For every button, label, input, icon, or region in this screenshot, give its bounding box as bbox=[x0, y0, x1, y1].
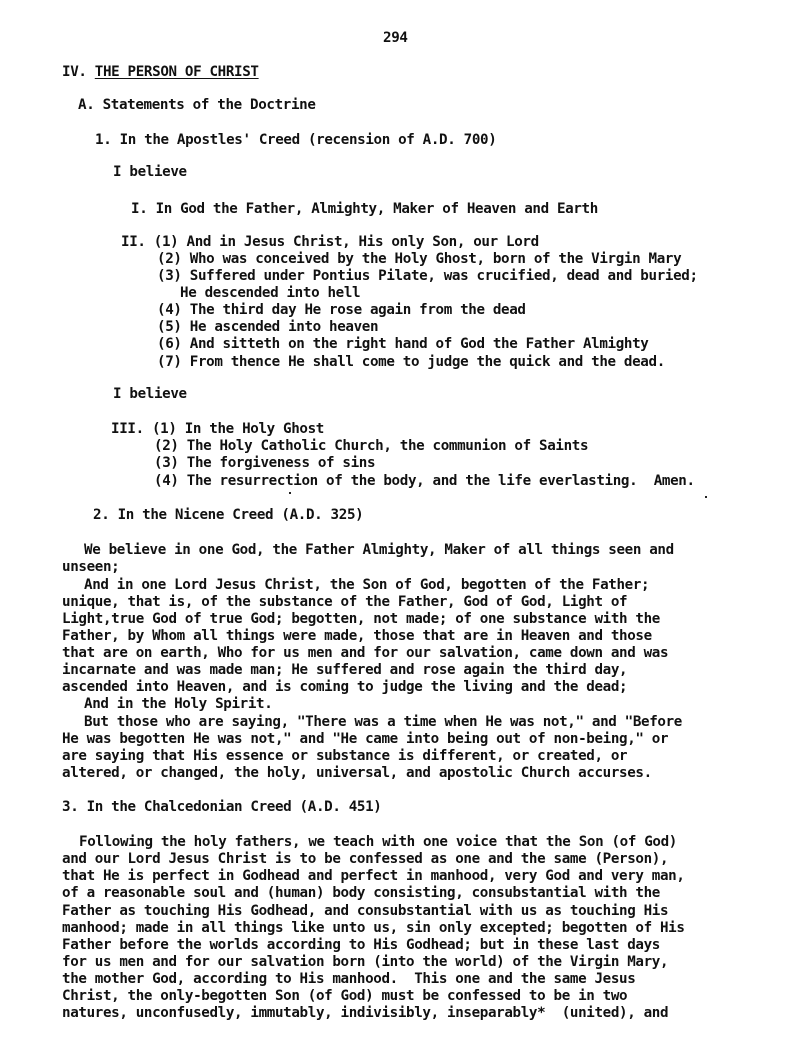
nicene-creed-heading: 2. In the Nicene Creed (A.D. 325) bbox=[93, 507, 364, 523]
apostles-creed-heading: 1. In the Apostles' Creed (recension of A.D. 700) bbox=[95, 132, 497, 148]
page-number: 294 bbox=[383, 30, 408, 46]
creed-article-2-line: (4) The third day He rose again from the dead bbox=[157, 302, 526, 318]
scan-speck bbox=[289, 492, 291, 494]
nicene-creed-line: We believe in one God, the Father Almighty, Maker of all things seen and bbox=[84, 542, 674, 558]
creed-article-2-line: (3) Suffered under Pontius Pilate, was crucified, dead and buried; bbox=[157, 268, 698, 284]
creed-article-3-line: (2) The Holy Catholic Church, the communion of Saints bbox=[154, 438, 589, 454]
chalcedonian-creed-line: of a reasonable soul and (human) body consisting, consubstantial with the bbox=[62, 885, 660, 901]
nicene-creed-line: incarnate and was made man; He suffered and rose again the third day, bbox=[62, 662, 628, 678]
creed-article-3-line: (4) The resurrection of the body, and the life everlasting. Amen. bbox=[154, 473, 695, 489]
nicene-creed-line: are saying that His essence or substance is different, or created, or bbox=[62, 748, 628, 764]
creed-article-2-line: (6) And sitteth on the right hand of God the Father Almighty bbox=[157, 336, 649, 352]
chalcedonian-creed-line: the mother God, according to His manhood. This one and the same Jesus bbox=[62, 971, 636, 987]
nicene-creed-line: altered, or changed, the holy, universal, and apostolic Church accurses. bbox=[62, 765, 652, 781]
nicene-creed-line: that are on earth, Who for us men and for our salvation, came down and was bbox=[62, 645, 669, 661]
chalcedonian-creed-line: Christ, the only-begotten Son (of God) must be confessed to be in two bbox=[62, 988, 628, 1004]
creed-article-3-line: (3) The forgiveness of sins bbox=[154, 455, 376, 471]
chalcedonian-creed-heading: 3. In the Chalcedonian Creed (A.D. 451) bbox=[62, 799, 382, 815]
nicene-creed-line: ascended into Heaven, and is coming to judge the living and the dead; bbox=[62, 679, 628, 695]
nicene-creed-line: But those who are saying, "There was a time when He was not," and "Before bbox=[84, 714, 682, 730]
chalcedonian-creed-line: that He is perfect in Godhead and perfect in manhood, very God and very man, bbox=[62, 868, 685, 884]
creed-article-1: I. In God the Father, Almighty, Maker of Heaven and Earth bbox=[131, 201, 598, 217]
nicene-creed-line: And in one Lord Jesus Christ, the Son of God, begotten of the Father; bbox=[84, 577, 650, 593]
chalcedonian-creed-line: Following the holy fathers, we teach with one voice that the Son (of God) bbox=[79, 834, 677, 850]
creed-article-3-line: III. (1) In the Holy Ghost bbox=[111, 421, 324, 437]
nicene-creed-line: He was begotten He was not," and "He came into being out of non-being," or bbox=[62, 731, 669, 747]
nicene-creed-line: Father, by Whom all things were made, those that are in Heaven and those bbox=[62, 628, 652, 644]
i-believe-text: I believe bbox=[113, 164, 187, 180]
creed-article-2-line: (7) From thence He shall come to judge the quick and the dead. bbox=[157, 354, 665, 370]
chalcedonian-creed-line: Father as touching His Godhead, and consubstantial with us as touching His bbox=[62, 903, 669, 919]
subsection-heading: A. Statements of the Doctrine bbox=[78, 97, 316, 113]
nicene-creed-line: unique, that is, of the substance of the Father, God of God, Light of bbox=[62, 594, 628, 610]
creed-article-2-line: II. (1) And in Jesus Christ, His only Son, our Lord bbox=[121, 234, 539, 250]
chalcedonian-creed-line: for us men and for our salvation born (into the world) of the Virgin Mary, bbox=[62, 954, 669, 970]
i-believe-text: I believe bbox=[113, 386, 187, 402]
section-numeral: IV. bbox=[62, 64, 87, 80]
nicene-creed-line: Light,true God of true God; begotten, not made; of one substance with the bbox=[62, 611, 660, 627]
chalcedonian-creed-line: Father before the worlds according to His Godhead; but in these last days bbox=[62, 937, 660, 953]
nicene-creed-line: And in the Holy Spirit. bbox=[84, 696, 273, 712]
scan-speck bbox=[705, 496, 707, 498]
creed-article-2-line: (2) Who was conceived by the Holy Ghost, born of the Virgin Mary bbox=[157, 251, 682, 267]
chalcedonian-creed-line: and our Lord Jesus Christ is to be confessed as one and the same (Person), bbox=[62, 851, 669, 867]
chalcedonian-creed-line: manhood; made in all things like unto us, sin only excepted; begotten of His bbox=[62, 920, 685, 936]
section-title: THE PERSON OF CHRIST bbox=[94, 64, 259, 80]
chalcedonian-creed-line: natures, unconfusedly, immutably, indivisibly, inseparably* (united), and bbox=[62, 1005, 669, 1021]
creed-article-2-line: (5) He ascended into heaven bbox=[157, 319, 379, 335]
creed-article-2-line: He descended into hell bbox=[180, 285, 361, 301]
section-heading bbox=[62, 64, 259, 81]
nicene-creed-line: unseen; bbox=[62, 559, 120, 575]
